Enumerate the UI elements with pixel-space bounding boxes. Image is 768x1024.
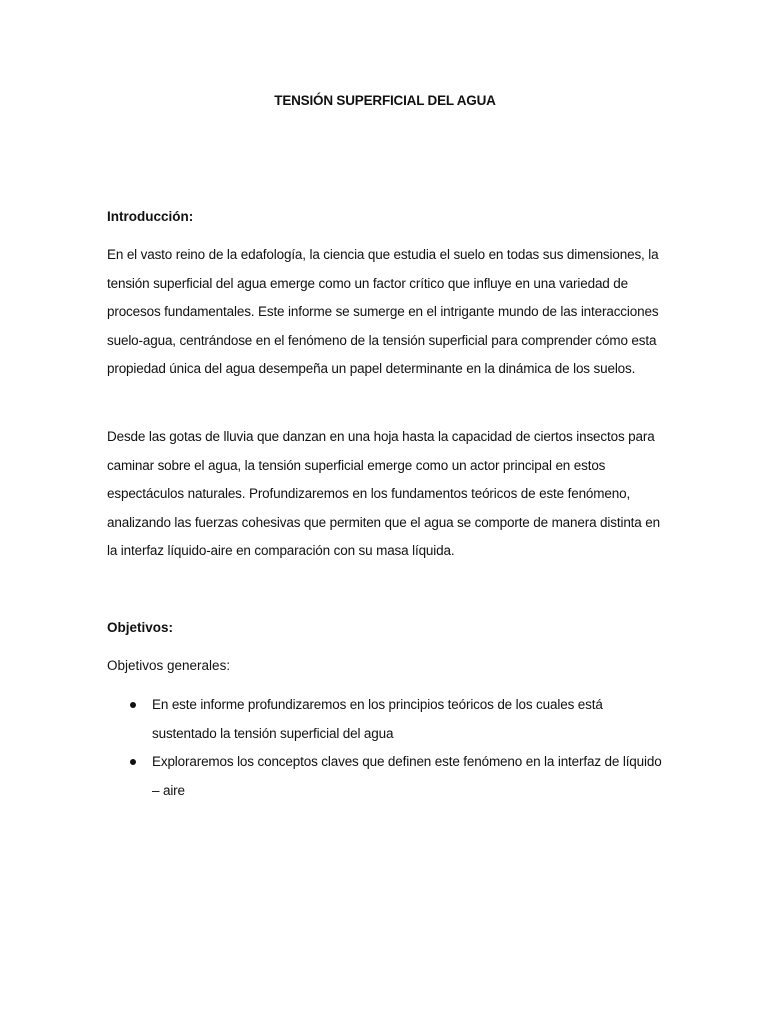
document-title: TENSIÓN SUPERFICIAL DEL AGUA [274,93,496,108]
bullet-icon [130,702,136,708]
introduction-heading: Introducción: [107,209,194,224]
list-item [107,691,663,748]
list-item [107,748,663,805]
objective-text: En este informe profundizaremos en los principios teóricos de los cuales está sustentado la tensión superficial del agua [152,697,603,741]
objectives-list [107,691,663,805]
introduction-paragraph-1: En el vasto reino de la edafología, la ciencia que estudia el suelo en todas sus dimensiones, la tensión superficial del agua emerge como un factor crítico que influye en una variedad de procesos fundamentales. Este informe se sumerge en el intrigante mundo de las interacciones suelo-agua, centrándose en el fenómeno de la tensión superficial para comprender cómo esta propiedad única del agua desempeña un papel determinante en la dinámica de los suelos. [107,247,659,376]
introduction-paragraph-2: Desde las gotas de lluvia que danzan en una hoja hasta la capacidad de ciertos insectos para caminar sobre el agua, la tensión superficial emerge como un actor principal en estos espectáculos naturales. Profundizaremos en los fundamentos teóricos de este fenómeno, analizando las fuerzas cohesivas que permiten que el agua se comporte de manera distinta en la interfaz líquido-aire en comparación con su masa líquida. [107,429,660,558]
objectives-heading: Objetivos: [107,620,174,635]
objective-text: Exploraremos los conceptos claves que definen este fenómeno en la interfaz de líquido – aire [152,754,662,798]
objectives-general-label: Objetivos generales: [107,658,231,673]
bullet-icon [130,759,136,765]
